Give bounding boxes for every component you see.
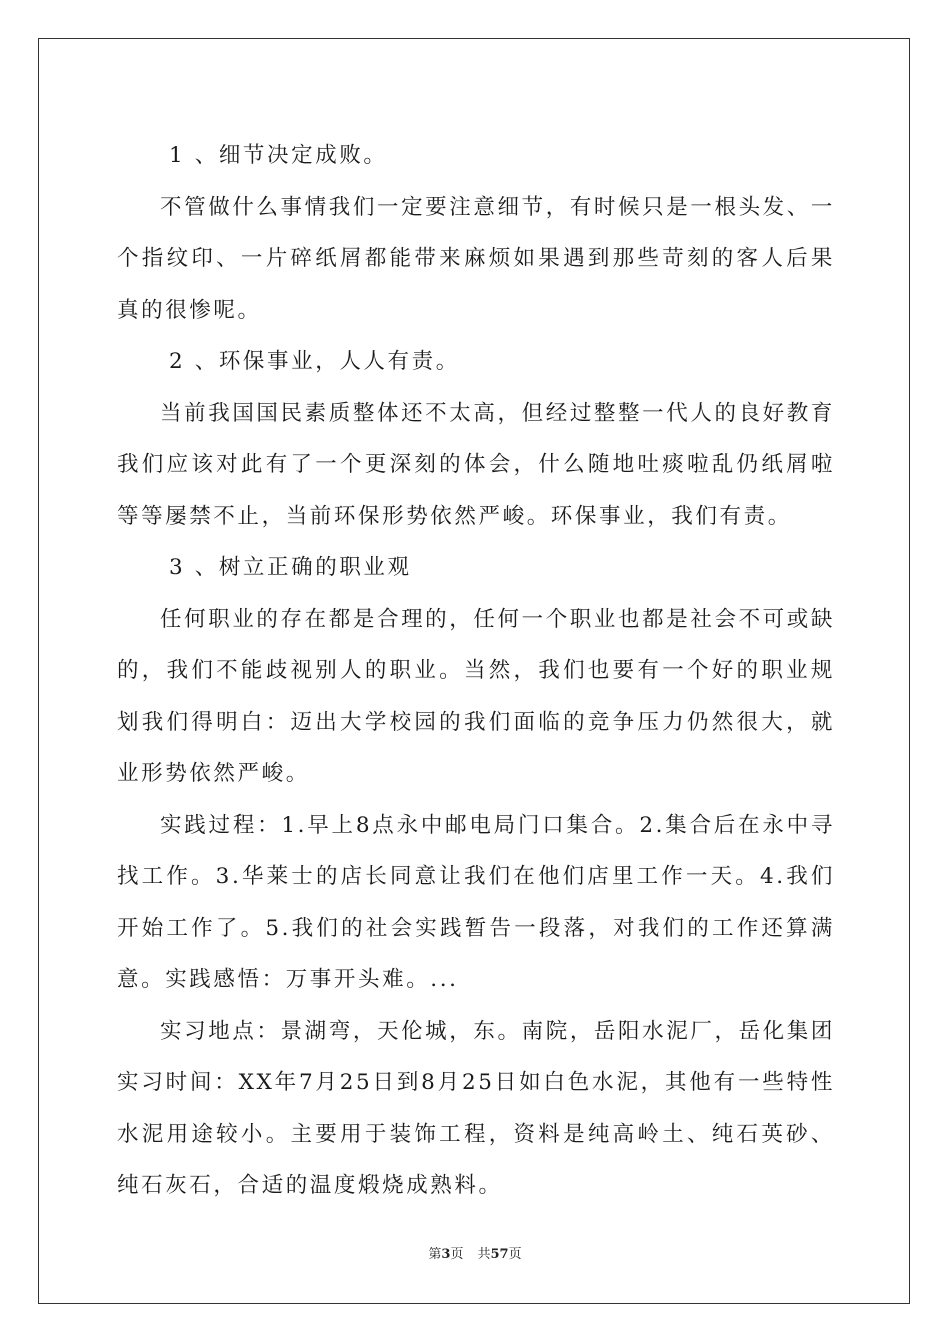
section-heading-2: 2 、环保事业，人人有责。 (169, 349, 460, 374)
page-number: 3 (441, 1247, 451, 1262)
paragraph-3: 任何职业的存在都是合理的，任何一个职业也都是社会不可或缺的，我们不能歧视别人的职业。当然，我们也要有一个好的职业规划我们得明白：迈出大学校园的我们面临的竞争压力仍然很大，就业形势依然严峻。 (117, 606, 835, 786)
document-body (117, 130, 835, 1212)
paragraph-practice-process: 实践过程：1.早上8点永中邮电局门口集合。2.集合后在永中寻找工作。3.华莱士的店长同意让我们在他们店里工作一天。4.我们开始工作了。5.我们的社会实践暂告一段落，对我们的工作还算满意。实践感悟：万事开头难。... (117, 812, 835, 992)
paragraph-1: 不管做什么事情我们一定要注意细节，有时候只是一根头发、一个指纹印、一片碎纸屑都能带来麻烦如果遇到那些苛刻的客人后果真的很惨呢。 (117, 194, 835, 323)
section-heading-1: 1 、细节决定成败。 (169, 143, 388, 168)
total-prefix: 共 (477, 1247, 491, 1262)
paragraph-internship: 实习地点：景湖弯，天伦城，东。南院，岳阳水泥厂，岳化集团实习时间：XX年7月25日到8月25日如白色水泥，其他有一些特性水泥用途较小。主要用于装饰工程，资料是纯高岭土、纯石英砂、纯石灰石，合适的温度煅烧成熟料。 (117, 1018, 835, 1198)
page-suffix: 页 (450, 1247, 464, 1262)
page-prefix: 第 (428, 1247, 442, 1262)
page-footer (0, 1243, 950, 1262)
section-heading-3: 3 、树立正确的职业观 (169, 555, 412, 580)
total-pages: 57 (490, 1247, 509, 1262)
total-suffix: 页 (508, 1247, 522, 1262)
paragraph-2: 当前我国国民素质整体还不太高，但经过整整一代人的良好教育我们应该对此有了一个更深刻的体会，什么随地吐痰啦乱仍纸屑啦等等屡禁不止，当前环保形势依然严峻。环保事业，我们有责。 (117, 400, 835, 529)
